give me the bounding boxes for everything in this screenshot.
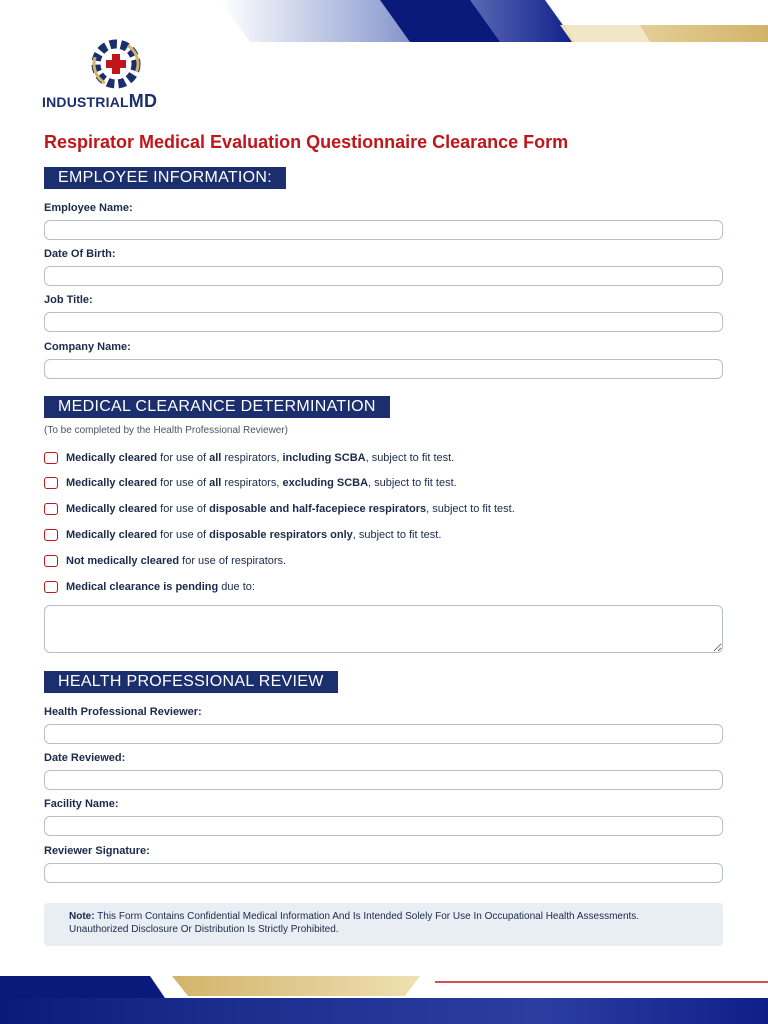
option-cleared-disposable-half-facepiece[interactable] xyxy=(44,501,515,517)
facility-name-input[interactable] xyxy=(44,816,723,836)
logo-wordmark: INDUSTRIALMD xyxy=(42,91,158,111)
date-of-birth-input[interactable] xyxy=(44,266,723,286)
checkbox[interactable] xyxy=(44,555,58,567)
option-label: Not medically cleared for use of respirators. xyxy=(66,555,287,567)
option-not-cleared[interactable] xyxy=(44,553,286,569)
note-label: Note: xyxy=(69,911,95,922)
reviewer-input[interactable] xyxy=(44,724,723,744)
option-label: Medical clearance is pending due to: xyxy=(66,581,255,593)
date-reviewed-input[interactable] xyxy=(44,770,723,790)
pending-reason-textarea[interactable] xyxy=(44,605,723,653)
reviewer-instruction-note: (To be completed by the Health Professional Reviewer) xyxy=(44,425,289,436)
checkbox[interactable] xyxy=(44,452,58,464)
option-cleared-disposable-only[interactable] xyxy=(44,527,441,543)
note-text: This Form Contains Confidential Medical Information And Is Intended Solely For Use In Occupational Health Assessments. Unauthorized Disclosure Or Distribution Is Strictly Prohibited. xyxy=(69,911,640,935)
checkbox[interactable] xyxy=(44,477,58,489)
section-header-health-professional-review: HEALTH PROFESSIONAL REVIEW xyxy=(44,671,338,693)
option-cleared-all-excluding-scba[interactable] xyxy=(44,475,457,491)
date-of-birth-label: Date Of Birth: xyxy=(44,248,116,260)
form-title: Respirator Medical Evaluation Questionnaire Clearance Form xyxy=(44,132,569,152)
reviewer-signature-input[interactable] xyxy=(44,863,723,883)
gear-cross-logo-icon xyxy=(42,38,192,98)
job-title-label: Job Title: xyxy=(44,294,93,306)
option-label: Medically cleared for use of disposable respirators only, subject to fit test. xyxy=(66,529,442,541)
checkbox[interactable] xyxy=(44,581,58,593)
option-label: Medically cleared for use of all respirators, including SCBA, subject to fit test. xyxy=(66,452,455,464)
reviewer-signature-label: Reviewer Signature: xyxy=(44,845,150,857)
checkbox[interactable] xyxy=(44,503,58,515)
job-title-input[interactable] xyxy=(44,312,723,332)
option-cleared-all-including-scba[interactable] xyxy=(44,450,454,466)
section-header-medical-clearance: MEDICAL CLEARANCE DETERMINATION xyxy=(44,396,390,418)
company-logo xyxy=(42,38,192,120)
confidentiality-note xyxy=(44,903,723,946)
employee-name-input[interactable] xyxy=(44,220,723,240)
checkbox[interactable] xyxy=(44,529,58,541)
company-name-input[interactable] xyxy=(44,359,723,379)
footer-banner-decoration xyxy=(0,972,768,1024)
section-header-employee-information: EMPLOYEE INFORMATION: xyxy=(44,167,286,189)
employee-name-label: Employee Name: xyxy=(44,202,133,214)
reviewer-label: Health Professional Reviewer: xyxy=(44,706,202,718)
option-label: Medically cleared for use of all respirators, excluding SCBA, subject to fit test. xyxy=(66,477,457,489)
facility-name-label: Facility Name: xyxy=(44,798,119,810)
date-reviewed-label: Date Reviewed: xyxy=(44,752,126,764)
option-label: Medically cleared for use of disposable and half-facepiece respirators, subject to fit test. xyxy=(66,503,515,515)
option-clearance-pending[interactable] xyxy=(44,579,255,595)
company-name-label: Company Name: xyxy=(44,341,131,353)
